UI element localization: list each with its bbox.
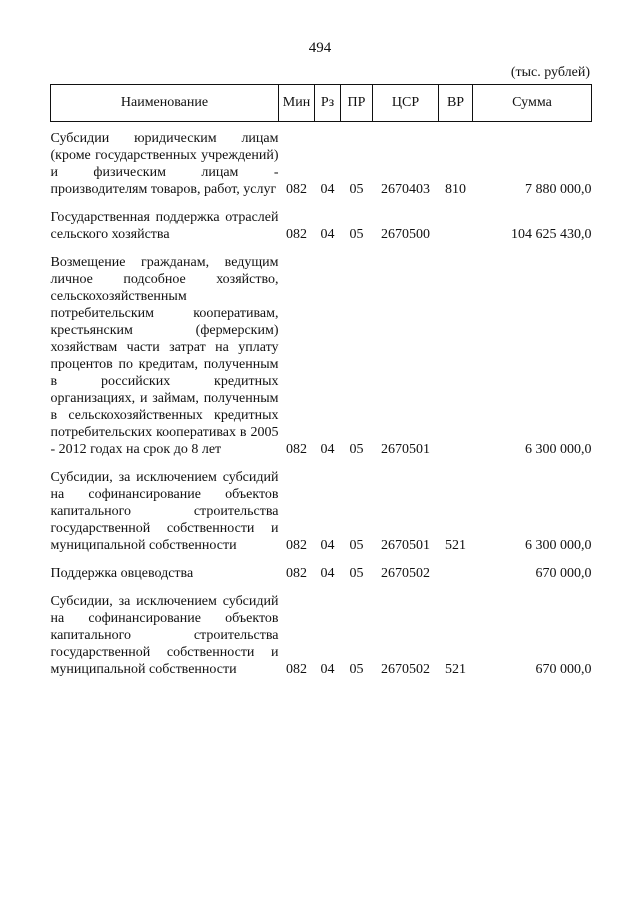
table-header-row <box>51 85 592 122</box>
row-pr: 05 <box>349 566 364 581</box>
table-row <box>51 593 592 678</box>
table-row <box>51 254 592 458</box>
table-row <box>51 130 592 198</box>
row-sum: 6 300 000,0 <box>525 442 592 457</box>
row-csr: 2670501 <box>381 442 430 457</box>
row-min: 082 <box>286 442 307 457</box>
row-min: 082 <box>286 566 307 581</box>
row-min: 082 <box>286 662 307 677</box>
row-pr: 05 <box>349 182 364 197</box>
row-vr: 521 <box>445 538 466 553</box>
row-rz: 04 <box>320 182 335 197</box>
header-sum: Сумма <box>473 85 592 122</box>
row-pr: 05 <box>349 227 364 242</box>
table-row <box>51 565 592 582</box>
row-csr: 2670403 <box>381 182 430 197</box>
row-rz: 04 <box>320 538 335 553</box>
row-name: Поддержка овцеводства <box>50 566 194 581</box>
row-rz: 04 <box>320 442 335 457</box>
row-rz: 04 <box>320 662 335 677</box>
units-label: (тыс. рублей) <box>510 65 590 80</box>
row-name: Возмещение гражданам, ведущим личное подсобное хозяйство, сельскохозяйственным потребительским кооперативам, крестьянским (фермерским) хозяйствам части затрат на уплату процентов по кредитам, полученным в российских кредитных организациях, и займам, полученным в сельскохозяйственных кредитных потребительских кооперативах в 2005 - 2012 годах на срок до 8 лет <box>50 255 279 457</box>
row-csr: 2670501 <box>381 538 430 553</box>
row-vr <box>439 254 473 458</box>
row-vr: 521 <box>445 662 466 677</box>
row-min: 082 <box>286 227 307 242</box>
row-csr: 2670500 <box>381 227 430 242</box>
row-sum: 670 000,0 <box>535 566 592 581</box>
row-name: Субсидии, за исключением субсидий на софинансирование объектов капитального строительства государственной собственности и муниципальной собственности <box>50 594 279 677</box>
header-rz: Рз <box>315 85 341 122</box>
row-vr <box>439 209 473 243</box>
table-row <box>51 469 592 554</box>
row-name: Субсидии, за исключением субсидий на софинансирование объектов капитального строительства государственной собственности и муниципальной собственности <box>50 470 279 553</box>
header-vr: ВР <box>439 85 473 122</box>
table-row <box>51 209 592 243</box>
row-pr: 05 <box>349 442 364 457</box>
row-sum: 6 300 000,0 <box>525 538 592 553</box>
row-rz: 04 <box>320 227 335 242</box>
row-vr: 810 <box>445 182 466 197</box>
header-name: Наименование <box>51 85 279 122</box>
header-min: Мин <box>279 85 315 122</box>
row-name: Государственная поддержка отраслей сельского хозяйства <box>50 210 279 242</box>
row-sum: 7 880 000,0 <box>525 182 592 197</box>
row-name: Субсидии юридическим лицам (кроме государственных учреждений) и физическим лицам - производителям товаров, работ, услуг <box>50 131 279 197</box>
row-min: 082 <box>286 182 307 197</box>
header-pr: ПР <box>341 85 373 122</box>
header-csr: ЦСР <box>373 85 439 122</box>
row-csr: 2670502 <box>381 566 430 581</box>
row-csr: 2670502 <box>381 662 430 677</box>
row-sum: 670 000,0 <box>535 662 592 677</box>
row-sum: 104 625 430,0 <box>511 227 592 242</box>
row-rz: 04 <box>320 566 335 581</box>
row-vr <box>439 565 473 582</box>
row-pr: 05 <box>349 538 364 553</box>
page-number: 494 <box>308 40 332 56</box>
budget-table <box>50 84 592 678</box>
row-pr: 05 <box>349 662 364 677</box>
row-min: 082 <box>286 538 307 553</box>
